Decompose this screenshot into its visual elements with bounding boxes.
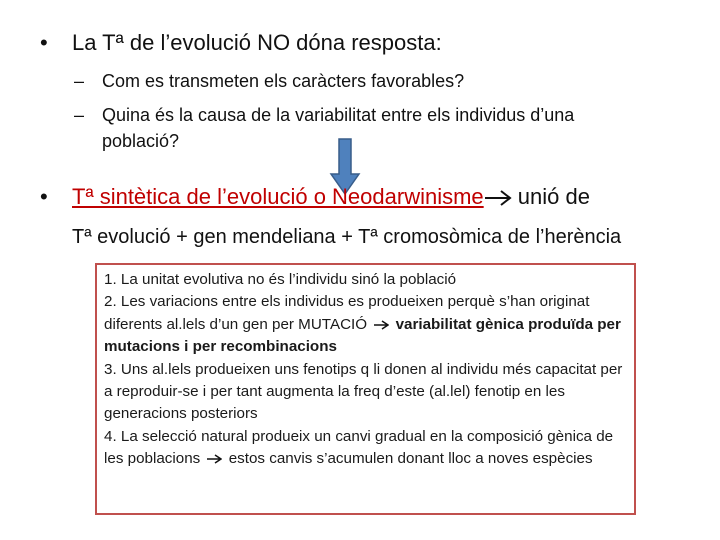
subitem-text-line1: Quina és la causa de la variabilitat entre els individus d’una [102, 105, 575, 125]
bullet-text-after: unió de [511, 184, 590, 209]
subitem-transmeten [74, 68, 694, 94]
bullet-continuation: Tª evolució + gen mendeliana + Tª cromosòmica de l’herència [72, 226, 622, 248]
right-arrow-icon [373, 320, 389, 330]
principle-4-text: 4. La selecció natural produeix un canvi gradual en la composició gènica de les poblacions [104, 427, 614, 468]
bullet-la-ta-evolucio [40, 26, 700, 60]
dash-marker: – [74, 105, 85, 125]
bullet-marker: • [40, 184, 48, 209]
dash-marker: – [74, 71, 85, 91]
principle-2-bold: variabilitat gènica produïda per mutacions i per recombinacions [104, 315, 621, 356]
subitem-text: Com es transmeten els caràcters favorables? [102, 71, 465, 91]
bullet-marker: • [40, 30, 48, 55]
right-arrow-icon [206, 454, 222, 464]
principle-3: 3. Uns al.lels produeixen uns fenotips q li donen al individu més capacitat per a reproduir-se i per tant augmenta la freq d’este (al.lel) fenotip en les generacions posteriors [104, 360, 623, 423]
principle-1: 1. La unitat evolutiva no és l’individu sinó la població [104, 271, 457, 288]
bullet-neodarwinisme [40, 180, 710, 214]
principles-box [95, 263, 636, 515]
neodarwinisme-link[interactable]: Tª sintètica de l’evolució o Neodarwinisme [72, 184, 484, 209]
bullet-text: La Tª de l’evolució NO dóna resposta: [72, 30, 442, 55]
subitem-variabilitat [74, 102, 694, 154]
principle-2 [104, 291, 628, 358]
subitem-text-line2: població? [102, 131, 180, 151]
right-arrow-icon [484, 190, 512, 206]
principle-2-text: 2. Les variacions entre els individus es produeixen perquè s’han originat diferents al.lels d’un gen per MUTACIÓ [104, 293, 590, 333]
principle-4-text-after: estos canvis s’acumulen donant lloc a noves espècies [228, 450, 593, 468]
principle-4 [104, 426, 628, 471]
